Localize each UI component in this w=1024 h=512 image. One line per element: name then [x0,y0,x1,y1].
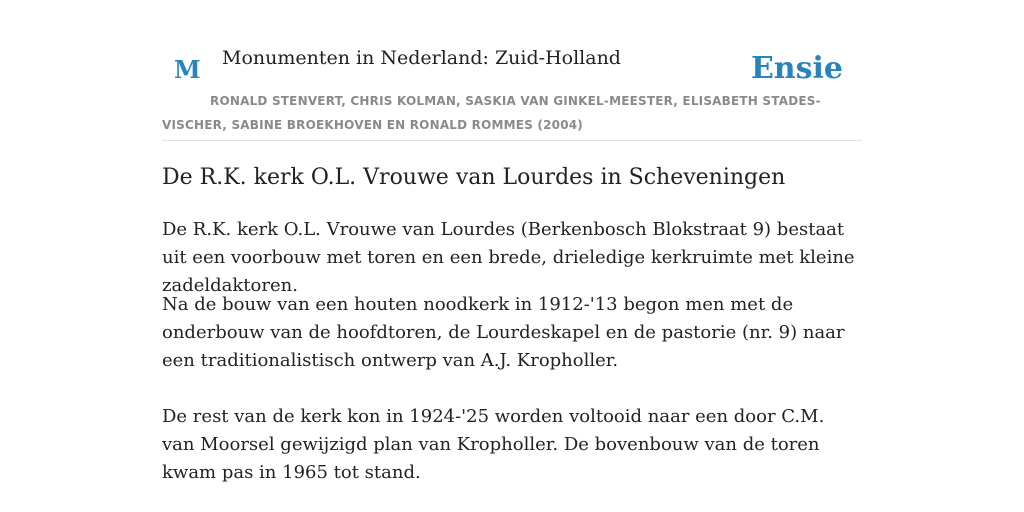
article-title: De R.K. kerk O.L. Vrouwe van Lourdes in Scheveningen [162,165,786,190]
article-paragraph-3: De rest van de kerk kon in 1924-'25 worden voltooid naar een door C.M. van Moorsel gewijzigd plan van Kropholler. De bovenbouw van de toren kwam pas in 1965 tot stand. [162,406,825,483]
ensie-logo[interactable]: Ensie [750,51,843,86]
book-header [162,0,862,141]
article-paragraph-2: Na de bouw van een houten noodkerk in 1912-'13 begon men met de onderbouw van de hoofdtoren, de Lourdeskapel en de pastorie (nr. 9) naar een traditionalistisch ontwerp van A.J. Kropholler. [162,294,845,371]
article-paragraph-1: De R.K. kerk O.L. Vrouwe van Lourdes (Berkenbosch Blokstraat 9) bestaat uit een voorbouw met toren en een brede, drieledige kerkruimte met kleine zadeldaktoren. [162,219,855,296]
monument-logo[interactable]: M [174,55,201,84]
authors-line: RONALD STENVERT, CHRIS KOLMAN, SASKIA VAN GINKEL-MEESTER, ELISABETH STADES-VISCHER, SABINE BROEKHOVEN EN RONALD ROMMES (2004) [162,94,821,132]
page-container [162,0,862,483]
book-title[interactable]: Monumenten in Nederland: Zuid-Holland [222,47,621,69]
